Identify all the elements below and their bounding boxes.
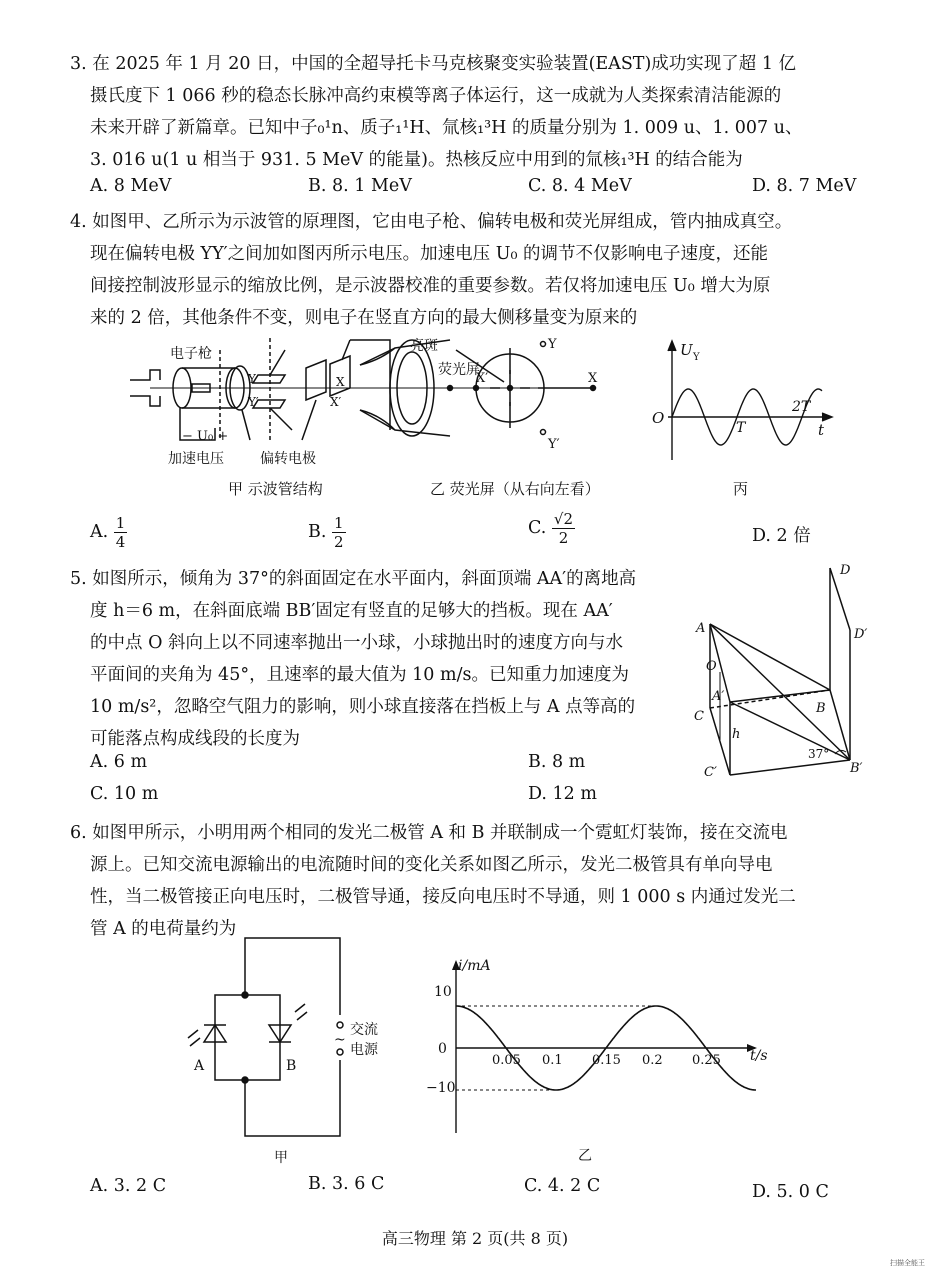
q5-option-a[interactable]: A. 6 m xyxy=(90,752,148,772)
q5-line-4: 平面间的夹角为 45°，且速率的最大值为 10 m/s。已知重力加速度为 xyxy=(90,665,629,685)
q6-line-3: 性，当二极管接正向电压时，二极管导通，接反向电压时不导通，则 1 000 s 内通过发光二 xyxy=(90,887,796,907)
chart-y-bot-label: −10 xyxy=(426,1080,456,1096)
q4-line-4: 来的 2 倍，其他条件不变，则电子在竖直方向的最大侧移量变为原来的 xyxy=(90,308,638,328)
chart-x-tick-label: 0.15 xyxy=(592,1053,621,1068)
q3-line-3: 未来开辟了新篇章。已知中子₀¹n、质子₁¹H、氚核₁³H 的质量分别为 1. 009 u、1. 007 u、 xyxy=(90,118,803,138)
caption-jia-tube: 甲 示波管结构 xyxy=(228,480,323,498)
q4-option-c-prefix: C. xyxy=(528,518,547,538)
ac-tilde-label: ~ xyxy=(334,1032,346,1048)
q4-option-a[interactable] xyxy=(90,514,127,551)
chart-x-tick-label: 0.2 xyxy=(642,1053,663,1068)
angle-label: 37° xyxy=(808,747,830,761)
q4-option-b-prefix: B. xyxy=(308,522,327,542)
x2-plate-label: X′ xyxy=(330,395,342,409)
q6-option-c[interactable]: C. 4. 2 C xyxy=(524,1176,601,1196)
q4-option-a-prefix: A. xyxy=(90,522,109,542)
q3-option-c[interactable]: C. 8. 4 MeV xyxy=(528,176,632,196)
q4-option-c[interactable] xyxy=(528,510,575,547)
point-b-label: B xyxy=(816,701,826,716)
q3-option-d[interactable]: D. 8. 7 MeV xyxy=(752,176,857,196)
q4-option-d[interactable]: D. 2 倍 xyxy=(752,526,811,546)
q4-option-c-num: √2 xyxy=(553,510,574,528)
uy-axis-sub: Y xyxy=(693,352,700,363)
point-c-label: C xyxy=(694,709,704,724)
q4-option-b-num: 1 xyxy=(334,514,344,532)
uy-wave-figure xyxy=(650,335,840,465)
fluorescent-screen-label: 荧光屏 xyxy=(438,362,480,378)
q3-option-b[interactable]: B. 8. 1 MeV xyxy=(308,176,412,196)
q6-option-b[interactable]: B. 3. 6 C xyxy=(308,1174,385,1194)
q5-line-1: 5. 如图所示，倾角为 37°的斜面固定在水平面内，斜面顶端 AA′的离地高 xyxy=(70,569,637,589)
q5-line-5: 10 m/s²，忽略空气阻力的影响，则小球直接落在挡板上与 A 点等高的 xyxy=(90,697,636,717)
point-d2-label: D′ xyxy=(854,627,868,642)
height-h-label: h xyxy=(732,727,741,742)
bright-spot-label: 亮斑 xyxy=(410,338,438,354)
chart-y-top-label: 10 xyxy=(434,984,452,1000)
q4-option-b-den: 2 xyxy=(334,533,344,551)
screen-x-label: X xyxy=(588,371,598,386)
2t-period-label: 2T xyxy=(792,399,811,415)
caption-jia-circuit: 甲 xyxy=(274,1150,288,1166)
ac-source-label-2: 电源 xyxy=(350,1042,378,1058)
slope-figure xyxy=(690,560,890,790)
q4-line-2: 现在偏转电极 YY′之间加如图丙所示电压。加速电压 U₀ 的调节不仅影响电子速度，还能 xyxy=(90,244,769,264)
q4-line-3: 间接控制波形显示的缩放比例，是示波器校准的重要参数。若仅将加速电压 U₀ 增大为原 xyxy=(90,276,771,296)
point-o-label: O xyxy=(706,659,717,674)
q6-line-2: 源上。已知交流电源输出的电流随时间的变化关系如图乙所示，发光二极管具有单向导电 xyxy=(90,855,773,875)
q6-line-4: 管 A 的电荷量约为 xyxy=(90,919,237,939)
q6-option-a[interactable]: A. 3. 2 C xyxy=(90,1176,167,1196)
q4-option-a-den: 4 xyxy=(115,533,126,551)
q4-line-1: 4. 如图甲、乙所示为示波管的原理图，它由电子枪、偏转电极和荧光屏组成，管内抽成真空。 xyxy=(70,212,793,232)
chart-x-tick-label: 0.1 xyxy=(542,1053,563,1068)
chart-xlabel: t/s xyxy=(750,1048,768,1064)
q4-option-a-num: 1 xyxy=(115,514,126,532)
led-circuit-figure xyxy=(170,930,400,1170)
uy-axis-label: U xyxy=(680,341,693,359)
caption-yi-screen: 乙 荧光屏（从右向左看） xyxy=(430,480,600,498)
q6-line-1: 6. 如图甲所示，小明用两个相同的发光二极管 A 和 B 并联制成一个霓虹灯装饰，接在交流电 xyxy=(70,823,788,843)
q3-line-4: 3. 016 u(1 u 相当于 931. 5 MeV 的能量)。热核反应中用到的氚核₁³H 的结合能为 xyxy=(90,150,743,170)
q5-line-3: 的中点 O 斜向上以不同速率抛出一小球，小球抛出时的速度方向与水 xyxy=(90,633,623,653)
q5-option-c[interactable]: C. 10 m xyxy=(90,784,159,804)
q5-line-6: 可能落点构成线段的长度为 xyxy=(90,729,300,749)
current-chart xyxy=(420,948,780,1168)
time-axis-label: t xyxy=(818,421,825,439)
caption-yi-chart: 乙 xyxy=(578,1148,592,1164)
caption-bing: 丙 xyxy=(733,480,749,498)
point-a2-label: A′ xyxy=(712,689,725,704)
chart-ylabel: i/mA xyxy=(458,958,491,974)
q6-option-d[interactable]: D. 5. 0 C xyxy=(752,1182,829,1202)
origin-o-label: O xyxy=(652,409,665,427)
t-period-label: T xyxy=(736,420,746,436)
point-b2-label: B′ xyxy=(850,761,863,776)
q4-option-c-den: 2 xyxy=(558,529,569,547)
q5-option-d[interactable]: D. 12 m xyxy=(528,784,597,804)
q4-option-b[interactable] xyxy=(308,514,346,551)
electron-gun-label: 电子枪 xyxy=(170,346,212,362)
scanner-logo: 扫描全能王 xyxy=(890,1259,925,1267)
u0-label: − U₀ + xyxy=(182,429,229,444)
q3-line-2: 摄氏度下 1 066 秒的稳态长脉冲高约束模等离子体运行，这一成就为人类探索清洁能源的 xyxy=(90,86,782,106)
chart-y-zero-label: 0 xyxy=(438,1041,447,1057)
diode-b-label: B xyxy=(286,1058,297,1074)
x-plate-label: X xyxy=(336,375,345,389)
point-c2-label: C′ xyxy=(704,765,717,780)
screen-y-label: Y xyxy=(548,337,557,352)
point-a-label: A xyxy=(696,621,706,636)
oscilloscope-tube-figure xyxy=(120,330,640,500)
q3-line-1: 3. 在 2025 年 1 月 20 日，中国的全超导托卡马克核聚变实验装置(EAST)成功实现了超 1 亿 xyxy=(70,54,797,74)
q5-line-2: 度 h＝6 m，在斜面底端 BB′固定有竖直的足够大的挡板。现在 AA′ xyxy=(90,601,613,621)
ac-source-label-1: 交流 xyxy=(350,1022,378,1038)
screen-x2-label: X′ xyxy=(476,371,489,386)
y-plate-label: Y xyxy=(248,372,256,386)
q5-option-b[interactable]: B. 8 m xyxy=(528,752,586,772)
diode-a-label: A xyxy=(194,1058,205,1074)
point-d-label: D xyxy=(840,563,851,578)
deflection-electrode-label: 偏转电极 xyxy=(260,451,316,467)
screen-y2-label: Y′ xyxy=(548,437,560,452)
y2-plate-label: Y′ xyxy=(248,395,259,409)
acceleration-voltage-label: 加速电压 xyxy=(168,451,224,467)
page-footer: 高三物理 第 2 页(共 8 页) xyxy=(381,1229,569,1248)
q3-option-a[interactable]: A. 8 MeV xyxy=(90,176,172,196)
chart-x-tick-label: 0.05 xyxy=(492,1053,521,1068)
chart-x-tick-label: 0.25 xyxy=(692,1053,721,1068)
